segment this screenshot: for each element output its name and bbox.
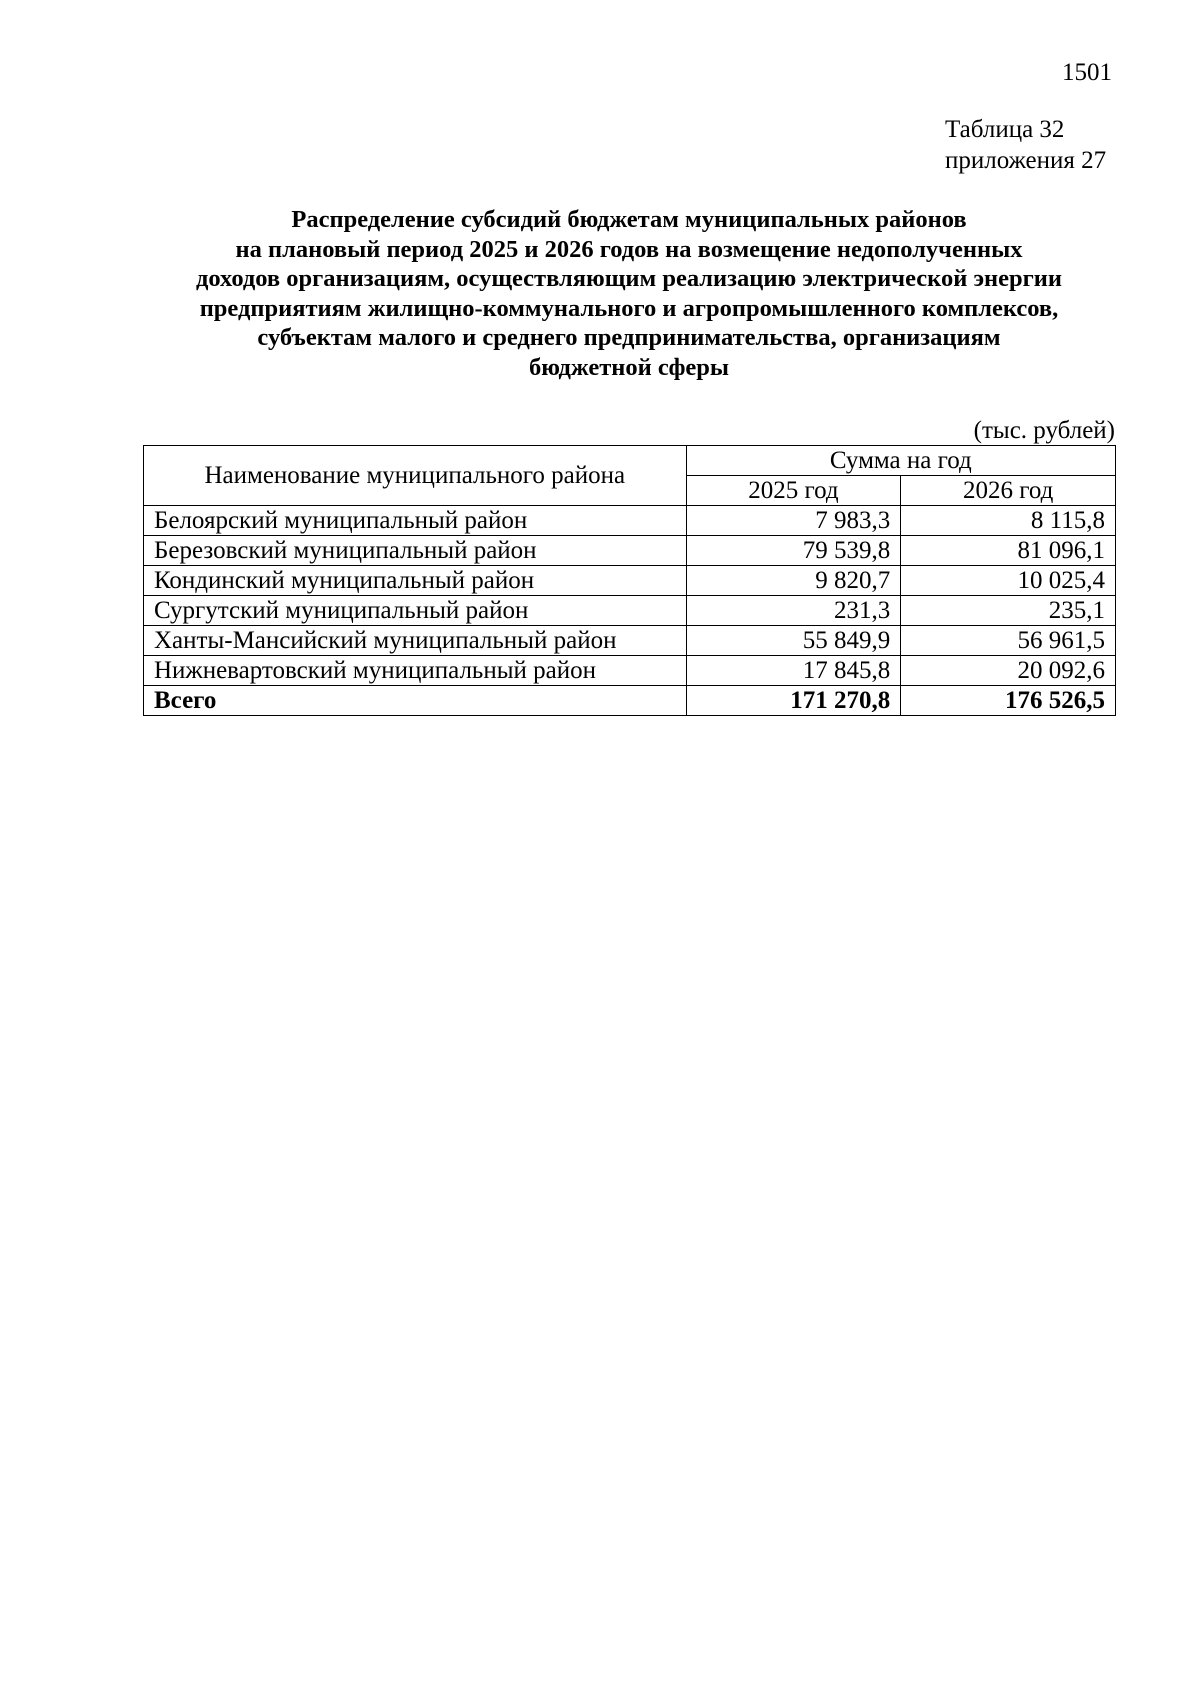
total-row (144, 686, 1116, 716)
title-line: субъектам малого и среднего предпринимательства, организациям (257, 324, 1001, 351)
value-2025: 231,3 (686, 596, 901, 626)
header-year-2025: 2025 год (686, 476, 901, 506)
value-2026: 8 115,8 (901, 506, 1116, 536)
title-line: Распределение субсидий бюджетам муниципальных районов (291, 206, 967, 233)
table-reference-line2: приложения 27 (945, 147, 1107, 174)
document-title (143, 205, 1115, 382)
total-2025: 171 270,8 (686, 686, 901, 716)
district-name: Ханты-Мансийский муниципальный район (144, 626, 687, 656)
value-2026: 235,1 (901, 596, 1116, 626)
table-row (144, 656, 1116, 686)
header-district-name: Наименование муниципального района (144, 446, 687, 506)
title-line: на плановый период 2025 и 2026 годов на возмещение недополученных (235, 235, 1023, 263)
value-2026: 81 096,1 (901, 536, 1116, 566)
header-annual-sum: Сумма на год (686, 446, 1115, 476)
table-row (144, 506, 1116, 536)
total-2026: 176 526,5 (901, 686, 1116, 716)
title-line: бюджетной сферы (528, 353, 730, 381)
title-line: предприятиям жилищно-коммунального и агропромышленного комплексов, (199, 294, 1059, 322)
value-2025: 7 983,3 (686, 506, 901, 536)
header-year-2026: 2026 год (901, 476, 1116, 506)
table-reference-line1: Таблица 32 (945, 116, 1065, 143)
value-2026: 10 025,4 (901, 566, 1116, 596)
district-name: Березовский муниципальный район (144, 536, 687, 566)
table-row (144, 596, 1116, 626)
district-name: Сургутский муниципальный район (144, 596, 687, 626)
header-row (144, 446, 1116, 476)
table-reference (945, 114, 1106, 176)
district-name: Кондинский муниципальный район (144, 566, 687, 596)
value-2025: 55 849,9 (686, 626, 901, 656)
page-number: 1501 (1062, 59, 1112, 86)
value-2025: 79 539,8 (686, 536, 901, 566)
district-name: Белоярский муниципальный район (144, 506, 687, 536)
units-label: (тыс. рублей) (973, 417, 1115, 444)
total-label: Всего (144, 686, 687, 716)
district-name: Нижневартовский муниципальный район (144, 656, 687, 686)
title-line: доходов организациям, осуществляющим реализацию электрической энергии (195, 265, 1063, 292)
table-row (144, 626, 1116, 656)
table-row (144, 536, 1116, 566)
value-2025: 9 820,7 (686, 566, 901, 596)
table-row (144, 566, 1116, 596)
value-2026: 56 961,5 (901, 626, 1116, 656)
subsidy-table (143, 445, 1116, 716)
value-2026: 20 092,6 (901, 656, 1116, 686)
value-2025: 17 845,8 (686, 656, 901, 686)
